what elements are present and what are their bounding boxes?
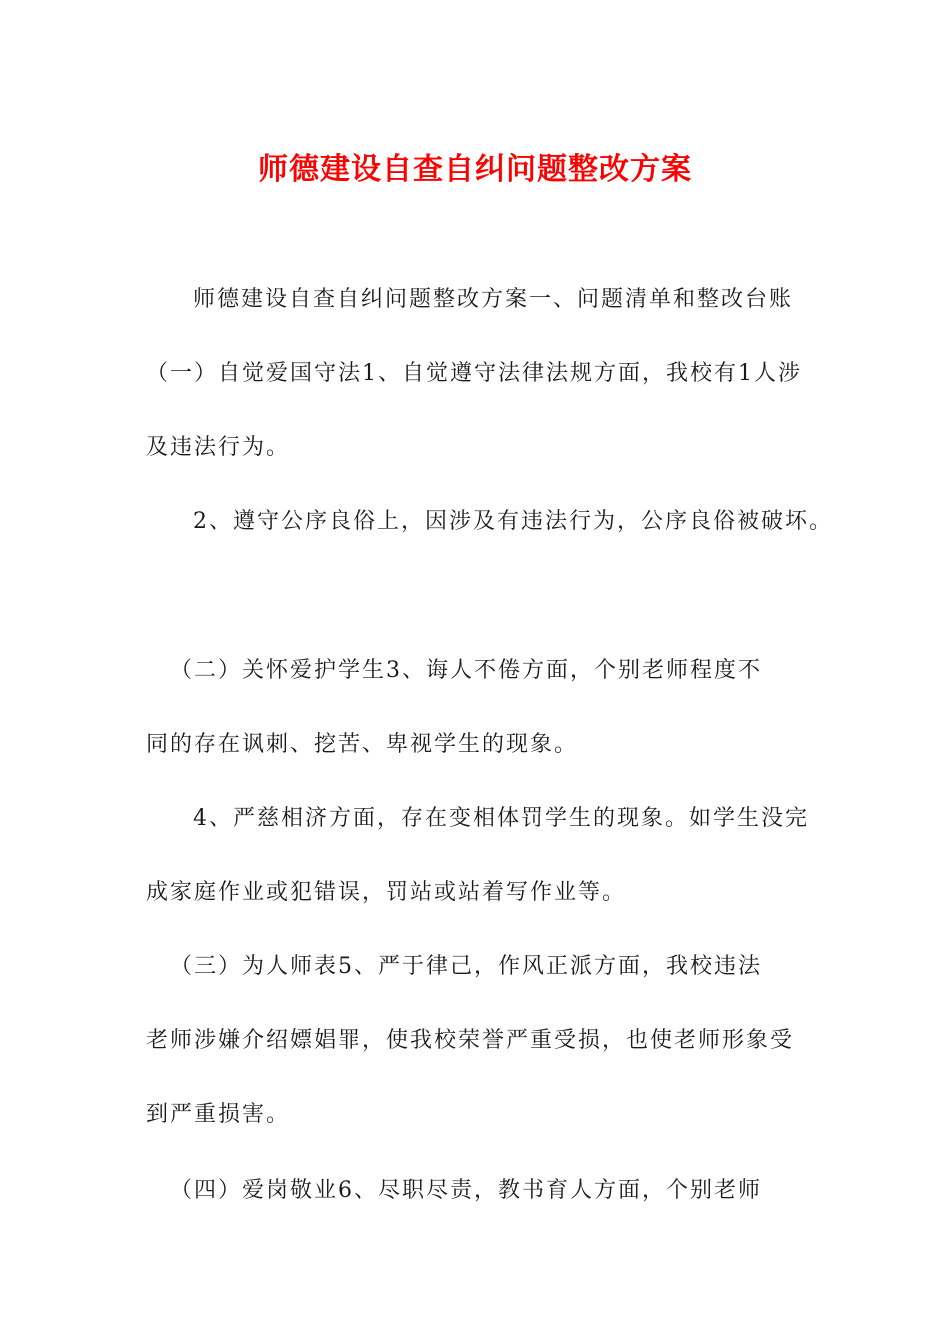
paragraph-line: （四）爱岗敬业6、尽职尽责，教书育人方面，个别老师 bbox=[170, 1178, 762, 1203]
document-title: 师德建设自查自纠问题整改方案 bbox=[258, 152, 692, 187]
paragraph-line: 到严重损害。 bbox=[146, 1102, 291, 1127]
paragraph-line: 及违法行为。 bbox=[146, 435, 291, 460]
paragraph-line: （三）为人师表5、严于律己，作风正派方面，我校违法 bbox=[170, 954, 762, 979]
paragraph-line: （一）自觉爱国守法1、自觉遵守法律法规方面，我校有1人涉 bbox=[146, 361, 802, 386]
paragraph-line: （二）关怀爱护学生3、诲人不倦方面，个别老师程度不 bbox=[170, 658, 762, 683]
paragraph-line: 成家庭作业或犯错误，罚站或站着写作业等。 bbox=[146, 880, 627, 905]
paragraph-line: 4、严慈相济方面，存在变相体罚学生的现象。如学生没完 bbox=[193, 806, 809, 831]
paragraph-line: 师德建设自查自纠问题整改方案一、问题清单和整改台账 bbox=[193, 287, 794, 312]
paragraph-line: 老师涉嫌介绍嫖娼罪，使我校荣誉严重受损，也使老师形象受 bbox=[146, 1028, 795, 1053]
paragraph-line: 2、遵守公序良俗上，因涉及有违法行为，公序良俗被破坏。 bbox=[193, 509, 833, 534]
paragraph-line: 同的存在讽刺、挖苦、卑视学生的现象。 bbox=[146, 732, 579, 757]
